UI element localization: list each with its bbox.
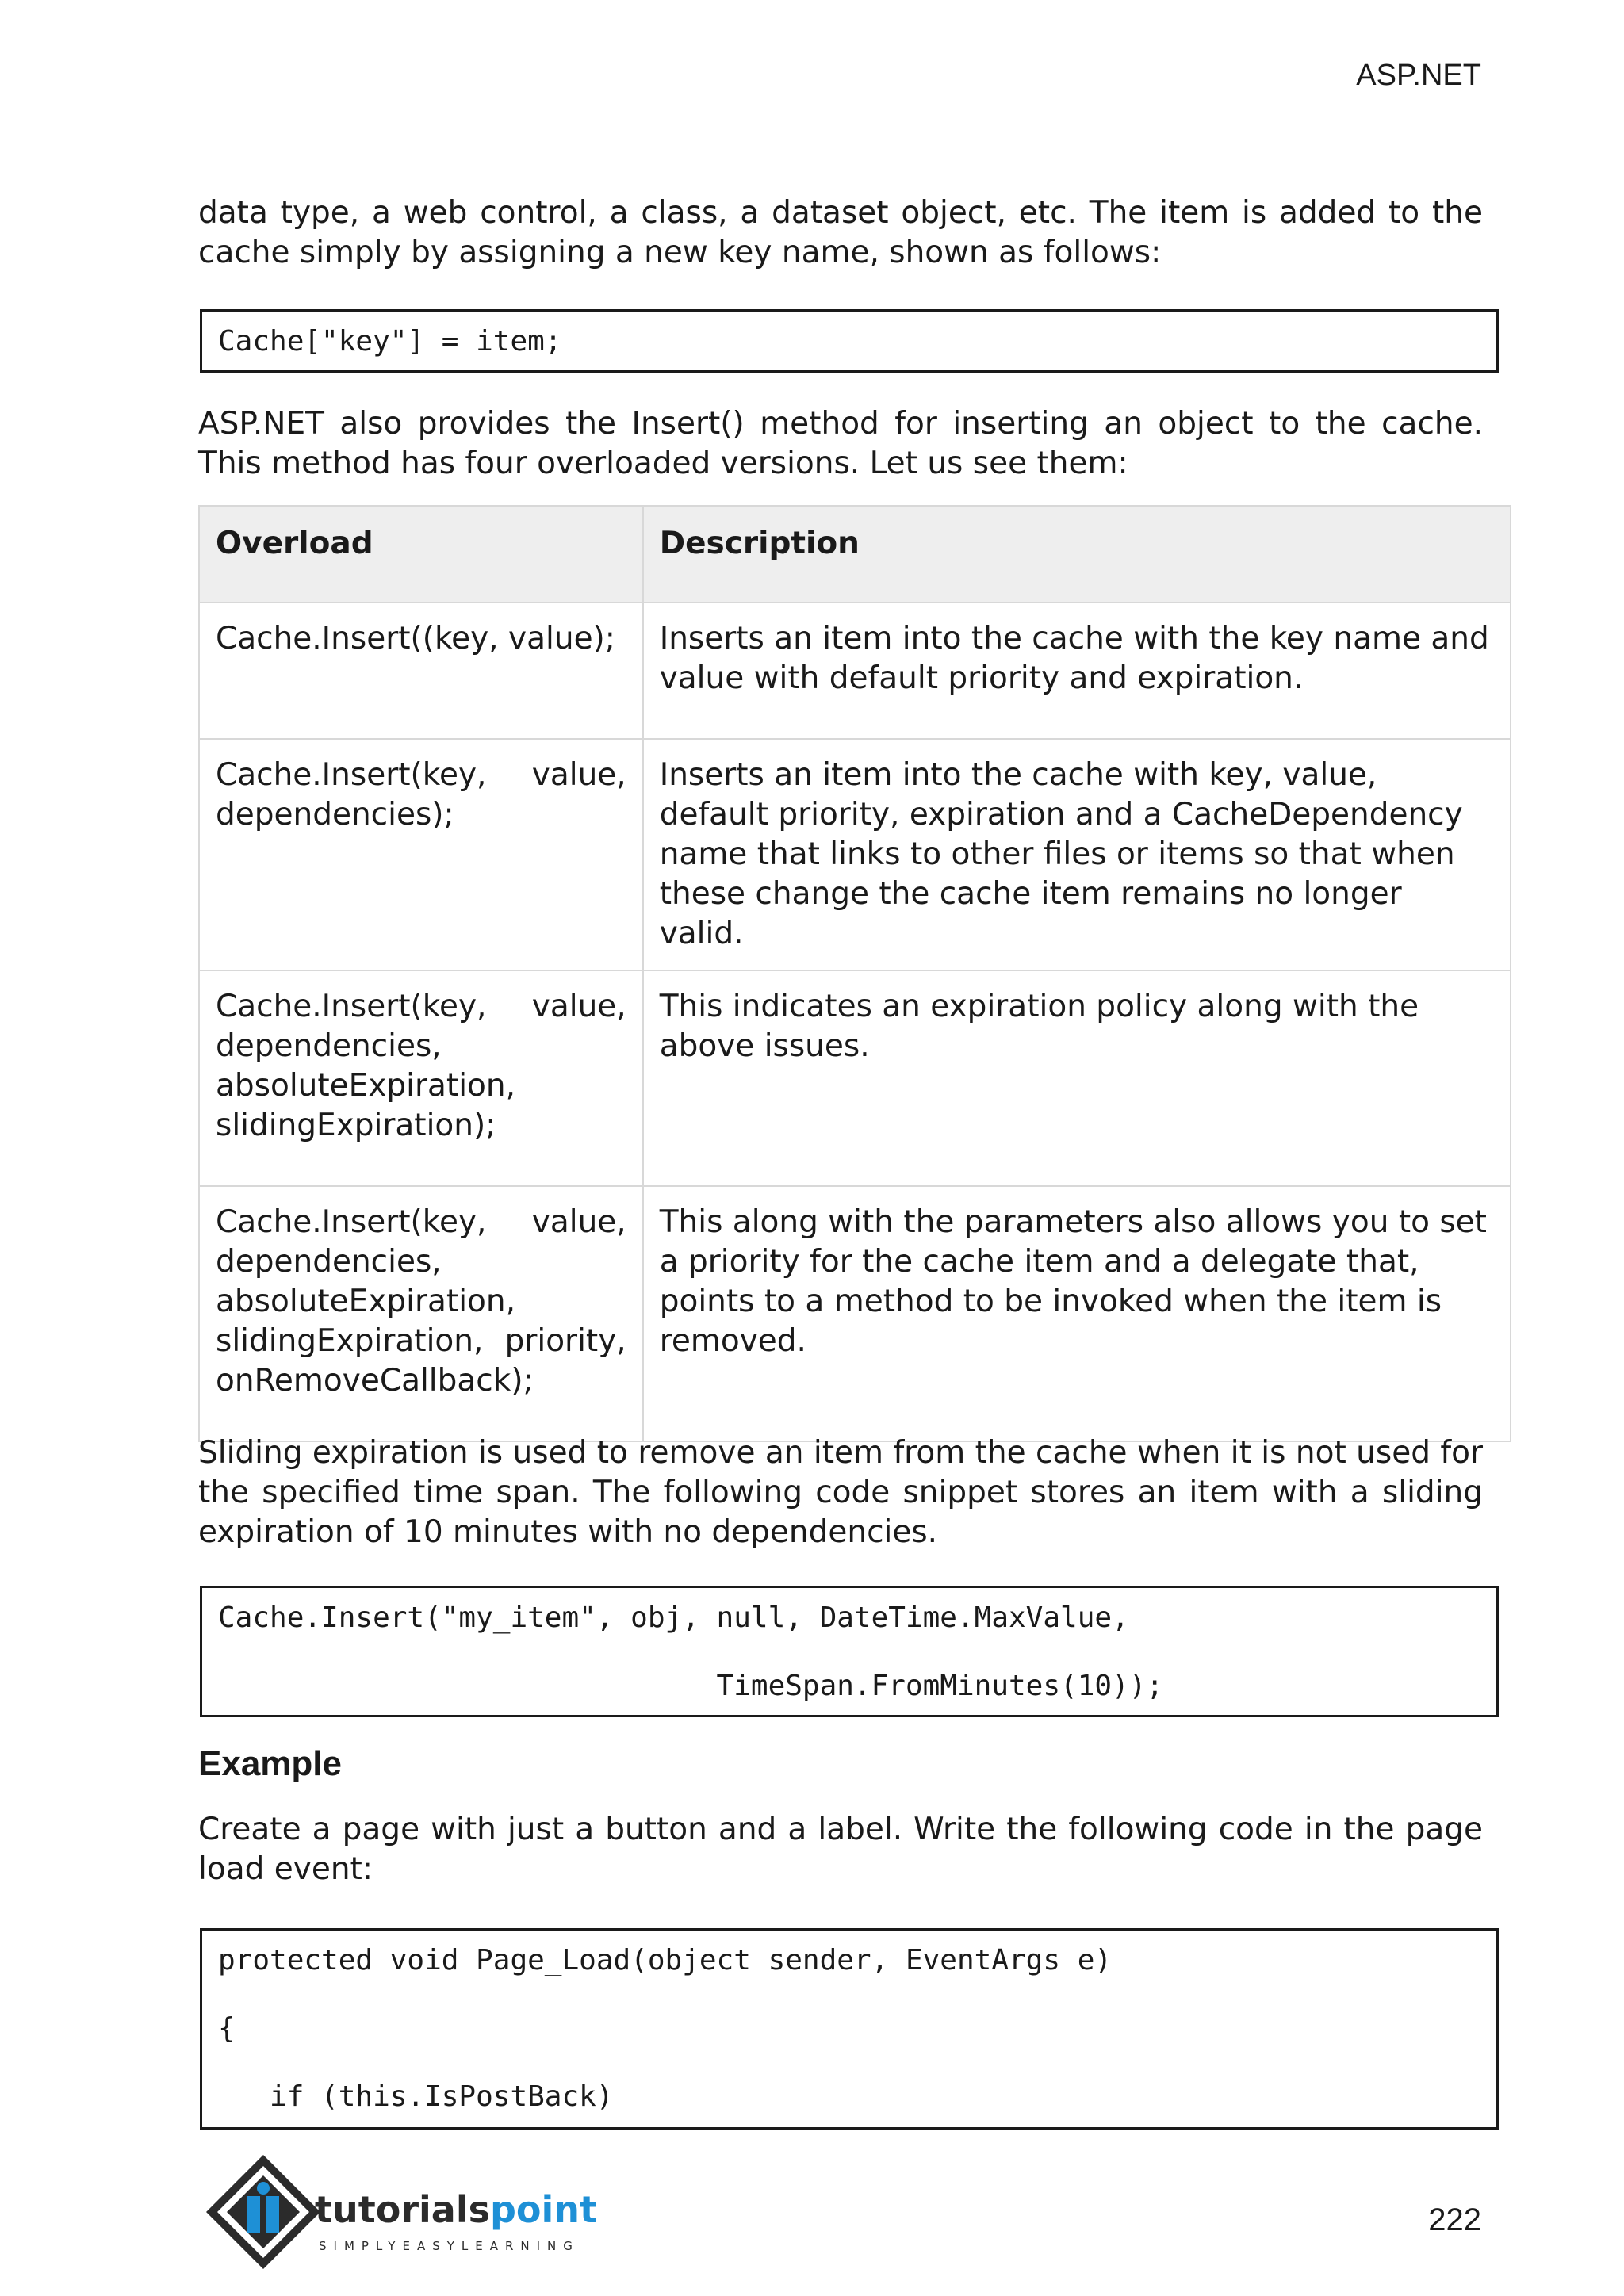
page-number: 222 [1428, 2202, 1481, 2237]
code-line: Cache["key"] = item; [218, 325, 562, 358]
tutorialspoint-logo [200, 2149, 612, 2283]
code-line: Cache.Insert("my_item", obj, null, DateTime.MaxValue, [218, 1601, 1129, 1634]
code-line: TimeSpan.FromMinutes(10)); [218, 1670, 1164, 1702]
overload-cell: Cache.Insert(key, value, dependencies); [199, 739, 643, 970]
header-overload: Overload [199, 506, 643, 603]
sliding-expiration-paragraph: Sliding expiration is used to remove an item from the cache when it is not used for the specified time span. The following code snippet stores an item with a sliding expiration of 10 minutes with no dependencies. [198, 1435, 1483, 1550]
overload-cell: Cache.Insert(key, value, dependencies, absoluteExpiration, slidingExpiration, priority, onRemoveCallback); [199, 1186, 643, 1441]
example-heading: Example [198, 1744, 342, 1783]
logo-icon [200, 2149, 612, 2283]
insert-method-paragraph: ASP.NET also provides the Insert() method for inserting an object to the cache. This method has four overloaded versions. Let us see them: [198, 406, 1483, 481]
table-row [199, 739, 1511, 970]
overload-cell: Cache.Insert((key, value); [199, 603, 643, 739]
description-cell: This indicates an expiration policy along with the above issues. [643, 970, 1511, 1186]
header-description: Description [643, 506, 1511, 603]
code-block-cache-insert [200, 1586, 1499, 1717]
table-row [199, 970, 1511, 1186]
logo-tagline: SIMPLYEASYLEARNING [319, 2239, 580, 2253]
code-block-cache-assign [200, 309, 1499, 373]
overload-cell: Cache.Insert(key, value, dependencies, absoluteExpiration, slidingExpiration); [199, 970, 643, 1186]
code-line: { [218, 2012, 236, 2045]
overloads-table [198, 505, 1511, 1442]
table-header-row [199, 506, 1511, 603]
description-cell: This along with the parameters also allows you to set a priority for the cache item and a delegate that, points to a method to be invoked when the item is removed. [643, 1186, 1511, 1441]
code-block-page-load [200, 1928, 1499, 2130]
description-cell: Inserts an item into the cache with key, value, default priority, expiration and a CacheDependency name that links to other files or items so that when these change the cache item remains no longer valid. [643, 739, 1511, 970]
table-row [199, 1186, 1511, 1441]
example-description: Create a page with just a button and a label. Write the following code in the page load event: [198, 1812, 1483, 1887]
table-row [199, 603, 1511, 739]
code-line: if (this.IsPostBack) [218, 2080, 614, 2113]
intro-paragraph: data type, a web control, a class, a dataset object, etc. The item is added to the cache simply by assigning a new key name, shown as follows: [198, 195, 1483, 270]
code-line: protected void Page_Load(object sender, EventArgs e) [218, 1944, 1113, 1976]
description-cell: Inserts an item into the cache with the key name and value with default priority and expiration. [643, 603, 1511, 739]
running-header: ASP.NET [1356, 59, 1481, 92]
logo-wordmark: tutorialspoint [315, 2188, 598, 2231]
